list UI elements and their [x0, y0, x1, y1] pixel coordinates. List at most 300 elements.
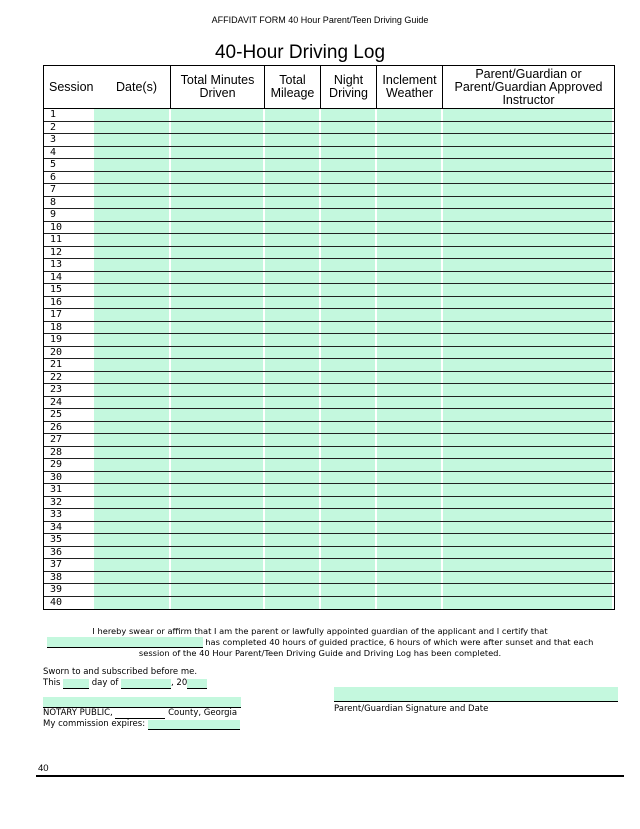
night-cell[interactable]: [321, 134, 377, 146]
weather-cell[interactable]: [377, 309, 443, 321]
signature-cell[interactable]: [443, 372, 614, 384]
date-cell[interactable]: [94, 472, 171, 484]
date-cell[interactable]: [94, 297, 171, 309]
date-cell[interactable]: [94, 434, 171, 446]
date-cell[interactable]: [94, 522, 171, 534]
minutes-cell[interactable]: [171, 122, 265, 134]
minutes-cell[interactable]: [171, 447, 265, 459]
signature-cell[interactable]: [443, 334, 614, 346]
signature-cell[interactable]: [443, 134, 614, 146]
night-cell[interactable]: [321, 184, 377, 196]
mileage-cell[interactable]: [265, 247, 321, 259]
mileage-cell[interactable]: [265, 584, 321, 596]
col-night-header: Night Driving: [321, 66, 377, 108]
night-cell[interactable]: [321, 159, 377, 171]
table-row: [44, 222, 614, 235]
session-number: 33: [50, 509, 63, 520]
night-cell[interactable]: [321, 197, 377, 209]
mileage-cell[interactable]: [265, 372, 321, 384]
minutes-cell[interactable]: [171, 572, 265, 584]
night-cell[interactable]: [321, 422, 377, 434]
date-cell[interactable]: [94, 259, 171, 271]
minutes-cell[interactable]: [171, 184, 265, 196]
date-cell[interactable]: [94, 184, 171, 196]
table-row: [44, 184, 614, 197]
night-cell[interactable]: [321, 372, 377, 384]
notary-public-label: NOTARY PUBLIC,: [43, 708, 113, 718]
signature-cell[interactable]: [443, 197, 614, 209]
table-row: [44, 372, 614, 385]
night-cell[interactable]: [321, 297, 377, 309]
signature-cell[interactable]: [443, 584, 614, 596]
session-number: 17: [50, 309, 63, 320]
signature-cell[interactable]: [443, 122, 614, 134]
table-row: [44, 359, 614, 372]
date-cell[interactable]: [94, 222, 171, 234]
date-cell[interactable]: [94, 384, 171, 396]
mileage-cell[interactable]: [265, 559, 321, 571]
minutes-cell[interactable]: [171, 347, 265, 359]
signature-cell[interactable]: [443, 572, 614, 584]
mileage-cell[interactable]: [265, 309, 321, 321]
night-cell[interactable]: [321, 234, 377, 246]
weather-cell[interactable]: [377, 572, 443, 584]
signature-cell[interactable]: [443, 284, 614, 296]
table-row: [44, 522, 614, 535]
date-cell[interactable]: [94, 359, 171, 371]
night-cell[interactable]: [321, 334, 377, 346]
table-row: [44, 172, 614, 185]
minutes-cell[interactable]: [171, 334, 265, 346]
night-cell[interactable]: [321, 172, 377, 184]
weather-cell[interactable]: [377, 559, 443, 571]
mileage-cell[interactable]: [265, 122, 321, 134]
signature-cell[interactable]: [443, 297, 614, 309]
mileage-cell[interactable]: [265, 297, 321, 309]
date-cell[interactable]: [94, 147, 171, 159]
page-header: AFFIDAVIT FORM 40 Hour Parent/Teen Driving Guide: [211, 15, 429, 25]
date-cell[interactable]: [94, 247, 171, 259]
mileage-cell[interactable]: [265, 597, 321, 610]
signature-cell[interactable]: [443, 347, 614, 359]
session-number: 35: [50, 534, 63, 545]
signature-cell[interactable]: [443, 384, 614, 396]
weather-cell[interactable]: [377, 297, 443, 309]
col-signature-header: Parent/Guardian or Parent/Guardian Approved Instructor: [454, 66, 603, 107]
night-cell[interactable]: [321, 359, 377, 371]
weather-cell[interactable]: [377, 147, 443, 159]
night-cell[interactable]: [321, 209, 377, 221]
weather-cell[interactable]: [377, 472, 443, 484]
minutes-cell[interactable]: [171, 522, 265, 534]
date-cell[interactable]: [94, 122, 171, 134]
night-cell[interactable]: [321, 347, 377, 359]
weather-cell[interactable]: [377, 109, 443, 121]
night-cell[interactable]: [321, 559, 377, 571]
night-cell[interactable]: [321, 409, 377, 421]
signature-cell[interactable]: [443, 272, 614, 284]
night-cell[interactable]: [321, 459, 377, 471]
table-row: [44, 134, 614, 147]
parent-signature-block: [334, 687, 618, 714]
minutes-cell[interactable]: [171, 597, 265, 610]
night-cell[interactable]: [321, 497, 377, 509]
mileage-cell[interactable]: [265, 384, 321, 396]
mileage-cell[interactable]: [265, 147, 321, 159]
date-cell[interactable]: [94, 272, 171, 284]
minutes-cell[interactable]: [171, 559, 265, 571]
date-cell[interactable]: [94, 534, 171, 546]
night-cell[interactable]: [321, 547, 377, 559]
notary-block: [43, 667, 241, 730]
date-cell[interactable]: [94, 572, 171, 584]
session-number: 37: [50, 559, 63, 570]
date-cell[interactable]: [94, 422, 171, 434]
weather-cell[interactable]: [377, 259, 443, 271]
signature-cell[interactable]: [443, 484, 614, 496]
minutes-cell[interactable]: [171, 247, 265, 259]
night-cell[interactable]: [321, 534, 377, 546]
year-field[interactable]: [187, 679, 207, 689]
date-cell[interactable]: [94, 109, 171, 121]
minutes-cell[interactable]: [171, 234, 265, 246]
mileage-cell[interactable]: [265, 284, 321, 296]
night-cell[interactable]: [321, 259, 377, 271]
night-cell[interactable]: [321, 509, 377, 521]
minutes-cell[interactable]: [171, 509, 265, 521]
date-cell[interactable]: [94, 459, 171, 471]
signature-cell[interactable]: [443, 209, 614, 221]
signature-cell[interactable]: [443, 247, 614, 259]
table-row: [44, 597, 614, 610]
mileage-cell[interactable]: [265, 259, 321, 271]
month-field[interactable]: [121, 679, 171, 689]
minutes-cell[interactable]: [171, 434, 265, 446]
night-cell[interactable]: [321, 484, 377, 496]
signature-cell[interactable]: [443, 422, 614, 434]
minutes-cell[interactable]: [171, 272, 265, 284]
date-cell[interactable]: [94, 172, 171, 184]
signature-cell[interactable]: [443, 359, 614, 371]
notary-signature-field[interactable]: [43, 697, 241, 708]
night-cell[interactable]: [321, 147, 377, 159]
minutes-cell[interactable]: [171, 297, 265, 309]
weather-cell[interactable]: [377, 372, 443, 384]
weather-cell[interactable]: [377, 434, 443, 446]
commission-label: My commission expires:: [43, 719, 146, 729]
weather-cell[interactable]: [377, 447, 443, 459]
signature-cell[interactable]: [443, 522, 614, 534]
date-cell[interactable]: [94, 497, 171, 509]
table-row: [44, 234, 614, 247]
date-cell[interactable]: [94, 309, 171, 321]
weather-cell[interactable]: [377, 397, 443, 409]
date-cell[interactable]: [94, 547, 171, 559]
table-row: [44, 484, 614, 497]
mileage-cell[interactable]: [265, 509, 321, 521]
mileage-cell[interactable]: [265, 134, 321, 146]
driving-log-table: [43, 65, 615, 610]
mileage-cell[interactable]: [265, 534, 321, 546]
night-cell[interactable]: [321, 434, 377, 446]
minutes-cell[interactable]: [171, 259, 265, 271]
weather-cell[interactable]: [377, 222, 443, 234]
weather-cell[interactable]: [377, 247, 443, 259]
session-number: 20: [50, 346, 63, 358]
minutes-cell[interactable]: [171, 422, 265, 434]
mileage-cell[interactable]: [265, 184, 321, 196]
date-line: [43, 678, 241, 689]
year-prefix: , 20: [171, 678, 188, 688]
minutes-cell[interactable]: [171, 109, 265, 121]
signature-cell[interactable]: [443, 547, 614, 559]
signature-cell[interactable]: [443, 159, 614, 171]
date-cell[interactable]: [94, 322, 171, 334]
mileage-cell[interactable]: [265, 234, 321, 246]
session-number: 40: [50, 596, 63, 608]
minutes-cell[interactable]: [171, 222, 265, 234]
signature-cell[interactable]: [443, 597, 614, 610]
mileage-cell[interactable]: [265, 434, 321, 446]
cert-line-1: I hereby swear or affirm that I am the parent or lawfully appointed guardian of the applicant and I certify that: [92, 626, 548, 636]
signature-cell[interactable]: [443, 172, 614, 184]
mileage-cell[interactable]: [265, 197, 321, 209]
night-cell[interactable]: [321, 397, 377, 409]
date-cell[interactable]: [94, 334, 171, 346]
table-row: [44, 334, 614, 347]
minutes-cell[interactable]: [171, 134, 265, 146]
night-cell[interactable]: [321, 597, 377, 610]
signature-cell[interactable]: [443, 509, 614, 521]
table-row: [44, 497, 614, 510]
night-cell[interactable]: [321, 522, 377, 534]
mileage-cell[interactable]: [265, 347, 321, 359]
weather-cell[interactable]: [377, 184, 443, 196]
night-cell[interactable]: [321, 309, 377, 321]
signature-cell[interactable]: [443, 234, 614, 246]
notary-public-line: [43, 708, 241, 719]
night-cell[interactable]: [321, 584, 377, 596]
mileage-cell[interactable]: [265, 159, 321, 171]
weather-cell[interactable]: [377, 122, 443, 134]
county-field[interactable]: [115, 709, 165, 719]
minutes-cell[interactable]: [171, 584, 265, 596]
mileage-cell[interactable]: [265, 322, 321, 334]
applicant-name-field[interactable]: [47, 637, 203, 648]
minutes-cell[interactable]: [171, 547, 265, 559]
weather-cell[interactable]: [377, 159, 443, 171]
footer-rule: [36, 775, 624, 777]
weather-cell[interactable]: [377, 334, 443, 346]
night-cell[interactable]: [321, 122, 377, 134]
mileage-cell[interactable]: [265, 172, 321, 184]
night-cell[interactable]: [321, 572, 377, 584]
signature-cell[interactable]: [443, 397, 614, 409]
minutes-cell[interactable]: [171, 209, 265, 221]
date-cell[interactable]: [94, 447, 171, 459]
night-cell[interactable]: [321, 272, 377, 284]
day-of-label: day of: [91, 678, 119, 688]
signature-cell[interactable]: [443, 434, 614, 446]
minutes-cell[interactable]: [171, 309, 265, 321]
night-cell[interactable]: [321, 447, 377, 459]
signature-cell[interactable]: [443, 559, 614, 571]
signature-cell[interactable]: [443, 409, 614, 421]
weather-cell[interactable]: [377, 484, 443, 496]
mileage-cell[interactable]: [265, 572, 321, 584]
night-cell[interactable]: [321, 384, 377, 396]
minutes-cell[interactable]: [171, 159, 265, 171]
parent-signature-field[interactable]: [334, 687, 618, 702]
signature-cell[interactable]: [443, 184, 614, 196]
weather-cell[interactable]: [377, 534, 443, 546]
weather-cell[interactable]: [377, 284, 443, 296]
mileage-cell[interactable]: [265, 222, 321, 234]
table-row: [44, 309, 614, 322]
mileage-cell[interactable]: [265, 109, 321, 121]
signature-cell[interactable]: [443, 447, 614, 459]
weather-cell[interactable]: [377, 509, 443, 521]
weather-cell[interactable]: [377, 359, 443, 371]
mileage-cell[interactable]: [265, 272, 321, 284]
mileage-cell[interactable]: [265, 422, 321, 434]
minutes-cell[interactable]: [171, 497, 265, 509]
minutes-cell[interactable]: [171, 284, 265, 296]
minutes-cell[interactable]: [171, 197, 265, 209]
session-number: 5: [50, 159, 57, 170]
session-number: 13: [50, 259, 63, 270]
weather-cell[interactable]: [377, 197, 443, 209]
minutes-cell[interactable]: [171, 397, 265, 409]
mileage-cell[interactable]: [265, 497, 321, 509]
weather-cell[interactable]: [377, 459, 443, 471]
signature-cell[interactable]: [443, 147, 614, 159]
date-cell[interactable]: [94, 197, 171, 209]
minutes-cell[interactable]: [171, 147, 265, 159]
night-cell[interactable]: [321, 247, 377, 259]
weather-cell[interactable]: [377, 322, 443, 334]
mileage-cell[interactable]: [265, 472, 321, 484]
weather-cell[interactable]: [377, 384, 443, 396]
night-cell[interactable]: [321, 284, 377, 296]
signature-cell[interactable]: [443, 309, 614, 321]
minutes-cell[interactable]: [171, 472, 265, 484]
minutes-cell[interactable]: [171, 384, 265, 396]
session-number: 2: [50, 121, 57, 133]
mileage-cell[interactable]: [265, 547, 321, 559]
mileage-cell[interactable]: [265, 209, 321, 221]
session-number: 16: [50, 296, 63, 308]
day-field[interactable]: [63, 679, 89, 689]
date-cell[interactable]: [94, 209, 171, 221]
weather-cell[interactable]: [377, 522, 443, 534]
date-cell[interactable]: [94, 234, 171, 246]
date-cell[interactable]: [94, 509, 171, 521]
minutes-cell[interactable]: [171, 372, 265, 384]
weather-cell[interactable]: [377, 497, 443, 509]
session-number: 23: [50, 384, 63, 395]
date-cell[interactable]: [94, 597, 171, 610]
minutes-cell[interactable]: [171, 322, 265, 334]
signature-cell[interactable]: [443, 534, 614, 546]
night-cell[interactable]: [321, 222, 377, 234]
minutes-cell[interactable]: [171, 534, 265, 546]
minutes-cell[interactable]: [171, 172, 265, 184]
signature-cell[interactable]: [443, 322, 614, 334]
date-cell[interactable]: [94, 284, 171, 296]
table-row: [44, 197, 614, 210]
session-number: 26: [50, 421, 63, 433]
parent-signature-label: Parent/Guardian Signature and Date: [334, 704, 489, 714]
weather-cell[interactable]: [377, 272, 443, 284]
date-cell[interactable]: [94, 397, 171, 409]
date-cell[interactable]: [94, 159, 171, 171]
signature-cell[interactable]: [443, 259, 614, 271]
table-row: [44, 209, 614, 222]
col-session-header: Session: [49, 79, 94, 94]
mileage-cell[interactable]: [265, 409, 321, 421]
session-number: 22: [50, 371, 63, 383]
date-cell[interactable]: [94, 134, 171, 146]
weather-cell[interactable]: [377, 597, 443, 610]
weather-cell[interactable]: [377, 409, 443, 421]
weather-cell[interactable]: [377, 234, 443, 246]
mileage-cell[interactable]: [265, 334, 321, 346]
weather-cell[interactable]: [377, 547, 443, 559]
weather-cell[interactable]: [377, 134, 443, 146]
signature-cell[interactable]: [443, 109, 614, 121]
signature-cell[interactable]: [443, 459, 614, 471]
weather-cell[interactable]: [377, 209, 443, 221]
weather-cell[interactable]: [377, 347, 443, 359]
table-row: [44, 109, 614, 122]
mileage-cell[interactable]: [265, 459, 321, 471]
page-title: 40-Hour Driving Log: [214, 42, 386, 63]
signature-cell[interactable]: [443, 497, 614, 509]
date-cell[interactable]: [94, 484, 171, 496]
commission-expires-field[interactable]: [148, 720, 240, 730]
mileage-cell[interactable]: [265, 359, 321, 371]
mileage-cell[interactable]: [265, 522, 321, 534]
night-cell[interactable]: [321, 472, 377, 484]
weather-cell[interactable]: [377, 172, 443, 184]
night-cell[interactable]: [321, 109, 377, 121]
date-cell[interactable]: [94, 347, 171, 359]
minutes-cell[interactable]: [171, 409, 265, 421]
signature-cell[interactable]: [443, 222, 614, 234]
table-row: [44, 397, 614, 410]
minutes-cell[interactable]: [171, 359, 265, 371]
signature-cell[interactable]: [443, 472, 614, 484]
night-cell[interactable]: [321, 322, 377, 334]
date-cell[interactable]: [94, 409, 171, 421]
date-cell[interactable]: [94, 559, 171, 571]
table-row: [44, 409, 614, 422]
minutes-cell[interactable]: [171, 484, 265, 496]
mileage-cell[interactable]: [265, 447, 321, 459]
date-cell[interactable]: [94, 372, 171, 384]
cert-line-2: has completed 40 hours of guided practice, 6 hours of which were after sunset and that each: [205, 637, 594, 647]
table-row: [44, 347, 614, 360]
minutes-cell[interactable]: [171, 459, 265, 471]
weather-cell[interactable]: [377, 422, 443, 434]
weather-cell[interactable]: [377, 584, 443, 596]
mileage-cell[interactable]: [265, 484, 321, 496]
session-number: 3: [50, 134, 57, 145]
date-cell[interactable]: [94, 584, 171, 596]
mileage-cell[interactable]: [265, 397, 321, 409]
session-number: 7: [50, 184, 57, 195]
